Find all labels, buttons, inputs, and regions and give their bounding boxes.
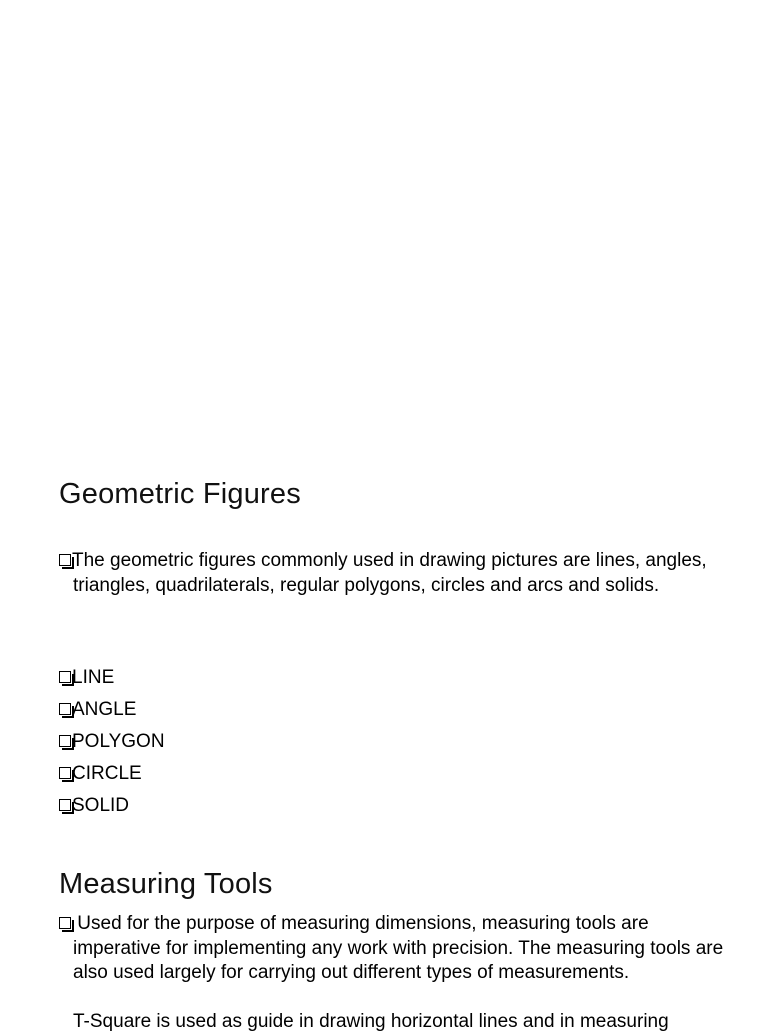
hollow-square-bullet-icon bbox=[59, 554, 71, 566]
hollow-square-bullet-icon bbox=[59, 703, 71, 715]
list-item-label: ANGLE bbox=[72, 699, 137, 720]
list-item bbox=[59, 790, 165, 822]
geometric-figures-list bbox=[59, 662, 165, 822]
hollow-square-bullet-icon bbox=[59, 799, 71, 811]
section-title-geometric-figures: Geometric Figures bbox=[59, 478, 301, 510]
cut-off-text-line: T-Square is used as guide in drawing horizontal lines and in measuring bbox=[73, 1011, 669, 1032]
list-item-label: POLYGON bbox=[72, 731, 165, 752]
list-item-label: LINE bbox=[72, 667, 115, 688]
hollow-square-bullet-icon bbox=[59, 917, 71, 929]
list-item-label: CIRCLE bbox=[72, 763, 142, 784]
geometric-figures-intro bbox=[59, 549, 733, 598]
list-item bbox=[59, 758, 165, 790]
list-item bbox=[59, 662, 165, 694]
section-title-measuring-tools: Measuring Tools bbox=[59, 868, 273, 900]
list-item bbox=[59, 694, 165, 726]
measuring-tools-paragraph bbox=[59, 912, 733, 986]
intro-text: The geometric figures commonly used in drawing pictures are lines, angles, triangles, quadrilaterals, regular polygons, circles and arcs and solids. bbox=[72, 550, 707, 596]
measuring-tools-text: Used for the purpose of measuring dimensions, measuring tools are imperative for implementing any work with precision. The measuring tools are also used largely for carrying out different types of measurements. bbox=[72, 913, 724, 983]
list-item bbox=[59, 726, 165, 758]
list-item-label: SOLID bbox=[72, 795, 130, 816]
hollow-square-bullet-icon bbox=[59, 767, 71, 779]
hollow-square-bullet-icon bbox=[59, 735, 71, 747]
hollow-square-bullet-icon bbox=[59, 671, 71, 683]
